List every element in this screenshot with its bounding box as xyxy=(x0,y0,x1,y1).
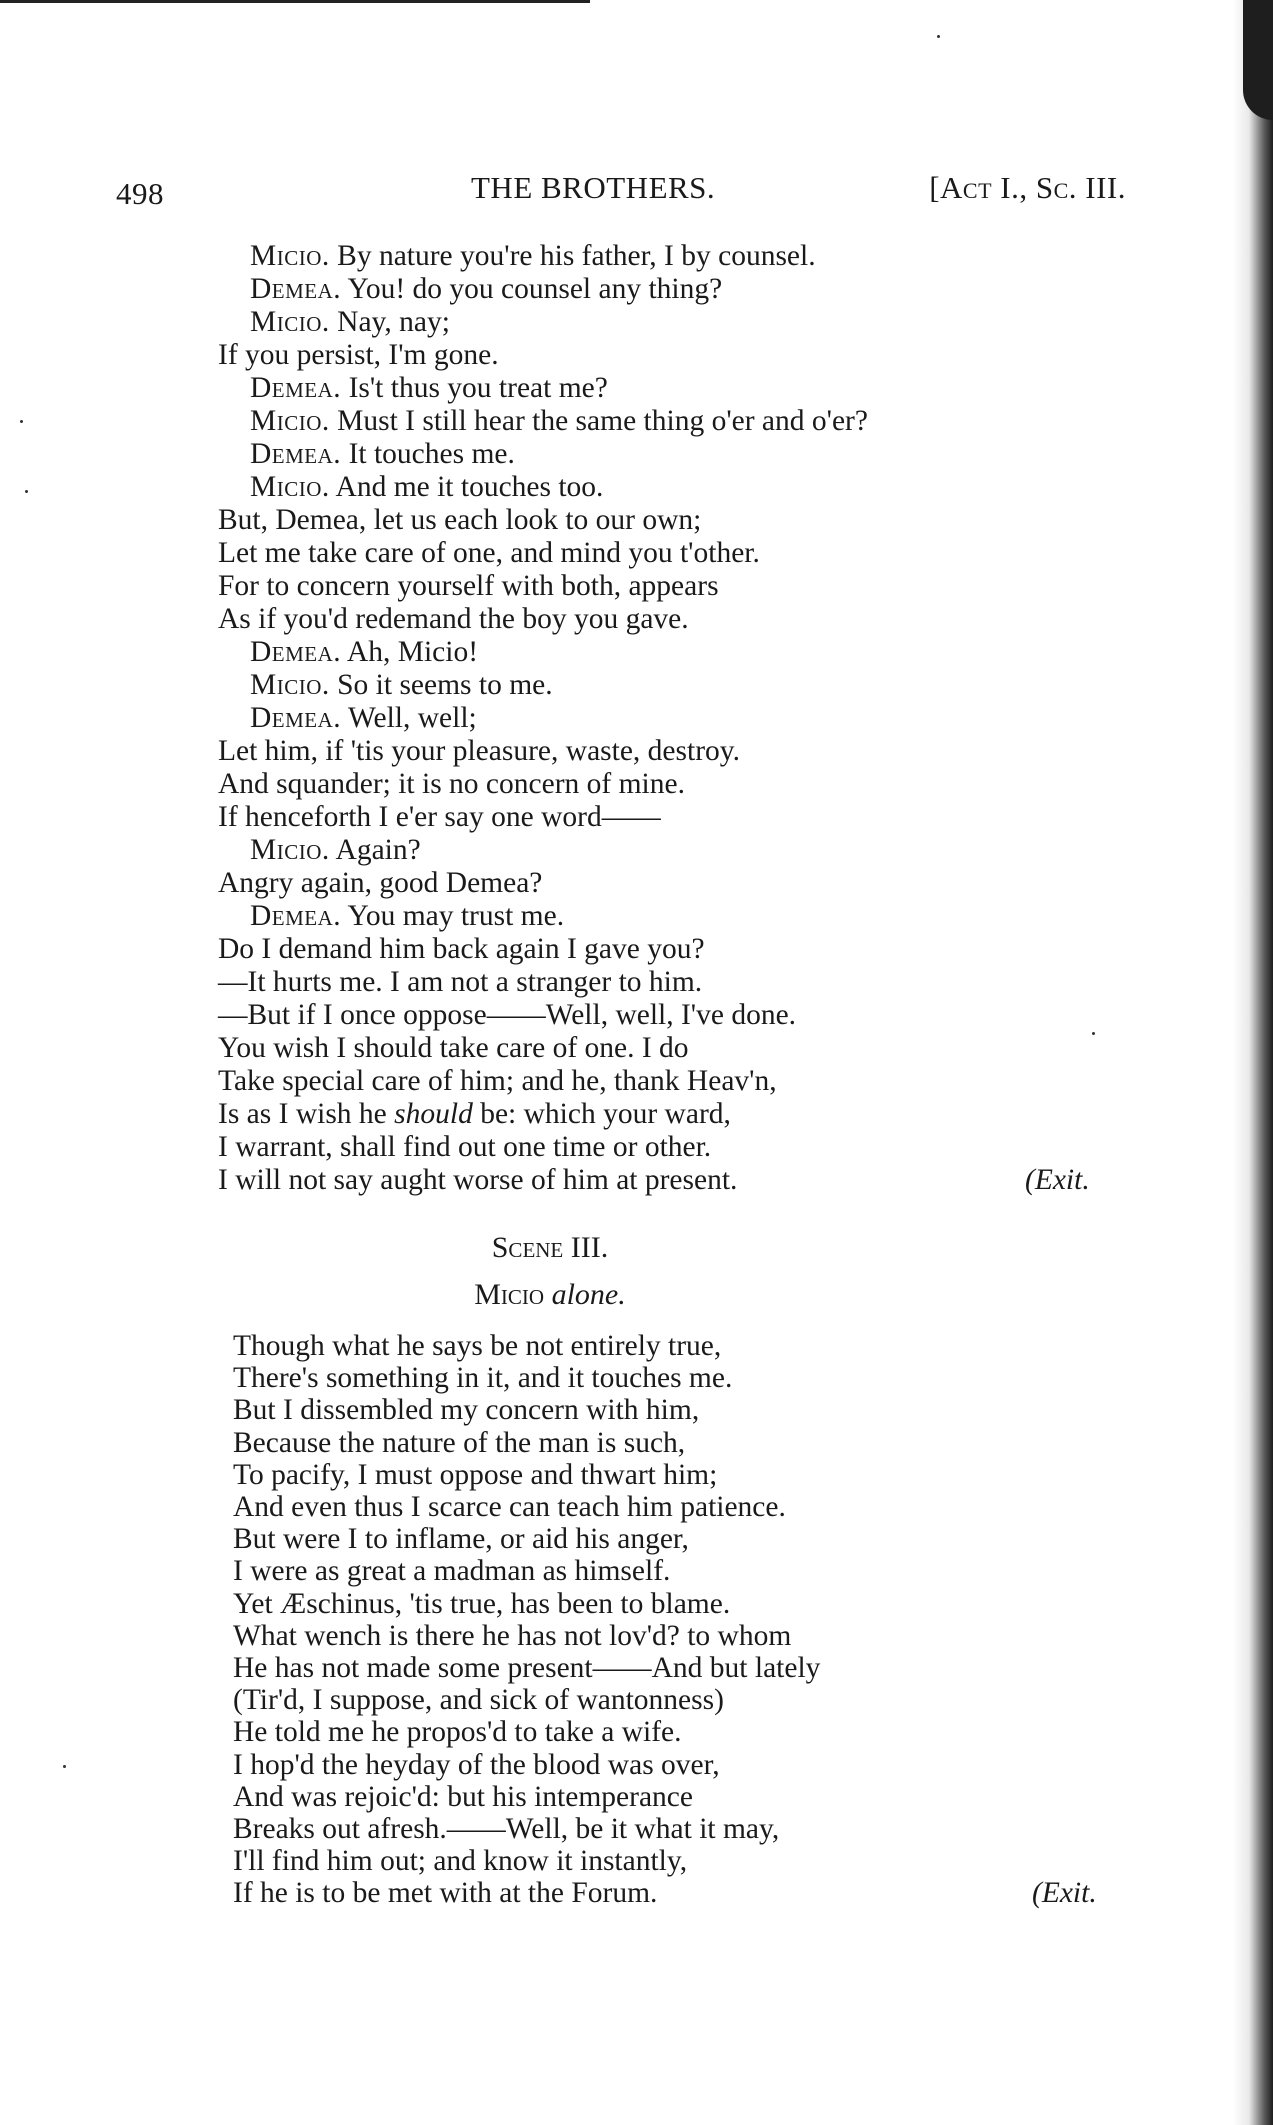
verse-line: I'll find him out; and know it instantly, xyxy=(233,1845,688,1877)
verse-line xyxy=(218,770,685,800)
verse-line xyxy=(218,1133,711,1163)
verse-line: What wench is there he has not lov'd? to whom xyxy=(233,1620,792,1652)
line-text: —It hurts me. I am not a stranger to him. xyxy=(218,966,703,998)
speaker-name: Demea. xyxy=(250,702,342,734)
print-speck xyxy=(63,1765,66,1768)
verse-line xyxy=(218,1034,689,1064)
verse-line: And was rejoic'd: but his intemperance xyxy=(233,1781,693,1813)
line-text-continued: be: which your ward, xyxy=(472,1098,731,1130)
emphasized-word: should xyxy=(394,1098,473,1130)
verse-line xyxy=(250,638,478,668)
verse-line xyxy=(250,275,722,305)
verse-line xyxy=(218,803,661,833)
verse-line: I were as great a madman as himself. xyxy=(233,1555,671,1587)
verse-line xyxy=(250,374,608,404)
exit-stage-direction-final: (Exit. xyxy=(1032,1877,1097,1909)
verse-line xyxy=(218,1166,737,1196)
line-text: Nay, nay; xyxy=(329,306,450,338)
verse-line: He told me he propos'd to take a wife. xyxy=(233,1716,682,1748)
print-speck xyxy=(25,490,28,493)
page-number: 498 xyxy=(116,176,164,211)
verse-line xyxy=(218,737,740,767)
line-text: If you persist, I'm gone. xyxy=(218,339,499,371)
speaker-name: Demea. xyxy=(250,900,342,932)
verse-line xyxy=(250,671,553,701)
line-text: By nature you're his father, I by counsel. xyxy=(329,240,816,272)
verse-line xyxy=(250,836,421,866)
line-text: Angry again, good Demea? xyxy=(218,867,543,899)
scene-subheading-direction: alone. xyxy=(544,1278,626,1311)
verse-line xyxy=(218,869,542,899)
page-corner-shadow xyxy=(1243,0,1273,120)
verse-line: He has not made some present——And but lately xyxy=(233,1652,821,1684)
line-text: You! do you counsel any thing? xyxy=(341,273,723,305)
verse-line xyxy=(218,605,689,635)
line-text: Is as I wish he xyxy=(218,1098,395,1130)
verse-line: But I dissembled my concern with him, xyxy=(233,1394,700,1426)
line-text: Again? xyxy=(329,834,421,866)
verse-line xyxy=(218,1001,796,1031)
speaker-name: Micio. xyxy=(250,240,330,272)
verse-line xyxy=(218,572,719,602)
verse-line: I hop'd the heyday of the blood was over, xyxy=(233,1749,720,1781)
line-text: You wish I should take care of one. I do xyxy=(218,1032,689,1064)
line-text: Ah, Micio! xyxy=(341,636,479,668)
line-text: Well, well; xyxy=(341,702,477,734)
verse-line xyxy=(250,902,564,932)
speaker-name: Micio. xyxy=(250,834,330,866)
line-text: But, Demea, let us each look to our own; xyxy=(218,504,702,536)
top-rule xyxy=(0,0,590,3)
speaker-name: Micio. xyxy=(250,471,330,503)
verse-line: There's something in it, and it touches me. xyxy=(233,1362,733,1394)
verse-line xyxy=(218,968,702,998)
verse-line xyxy=(218,1067,777,1097)
print-speck xyxy=(937,35,940,38)
line-text: For to concern yourself with both, appears xyxy=(218,570,719,602)
speaker-name: Micio. xyxy=(250,669,330,701)
page-edge-shadow xyxy=(1233,0,1273,2125)
scene-subheading xyxy=(0,1278,1100,1312)
line-text: Let him, if 'tis your pleasure, waste, destroy. xyxy=(218,735,740,767)
line-text: And me it touches too. xyxy=(329,471,604,503)
speaker-name: Demea. xyxy=(250,438,342,470)
line-text: Let me take care of one, and mind you t'other. xyxy=(218,537,760,569)
verse-line: (Tir'd, I suppose, and sick of wantonness) xyxy=(233,1684,724,1716)
speaker-name: Demea. xyxy=(250,273,342,305)
verse-line xyxy=(218,935,705,965)
line-text: I warrant, shall find out one time or other. xyxy=(218,1131,712,1163)
running-title: THE BROTHERS. xyxy=(471,170,716,205)
line-text: So it seems to me. xyxy=(329,669,553,701)
line-text: Must I still hear the same thing o'er and o'er? xyxy=(329,405,868,437)
line-text: If henceforth I e'er say one word—— xyxy=(218,801,661,833)
verse-line xyxy=(250,407,868,437)
verse-line: To pacify, I must oppose and thwart him; xyxy=(233,1459,718,1491)
speaker-name: Micio. xyxy=(250,306,330,338)
line-text: Take special care of him; and he, thank Heav'n, xyxy=(218,1065,777,1097)
verse-line: Breaks out afresh.——Well, be it what it may, xyxy=(233,1813,780,1845)
act-scene-reference: [Act I., Sc. III. xyxy=(929,170,1126,205)
line-text: And squander; it is no concern of mine. xyxy=(218,768,685,800)
verse-line: If he is to be met with at the Forum. xyxy=(233,1877,658,1909)
speaker-name: Demea. xyxy=(250,372,342,404)
verse-line: But were I to inflame, or aid his anger, xyxy=(233,1523,689,1555)
exit-stage-direction: (Exit. xyxy=(1025,1164,1090,1196)
scene-subheading-name: Micio xyxy=(474,1278,545,1311)
line-text: I will not say aught worse of him at present. xyxy=(218,1164,738,1196)
verse-line xyxy=(250,440,515,470)
line-text: You may trust me. xyxy=(341,900,565,932)
print-speck xyxy=(1092,1032,1095,1035)
line-text: Do I demand him back again I gave you? xyxy=(218,933,705,965)
verse-line: Yet Æschinus, 'tis true, has been to blame. xyxy=(233,1588,731,1620)
verse-line xyxy=(250,308,450,338)
verse-line: Because the nature of the man is such, xyxy=(233,1427,686,1459)
scene-heading: Scene III. xyxy=(491,1231,609,1264)
verse-line: Though what he says be not entirely true, xyxy=(233,1330,722,1362)
line-text: It touches me. xyxy=(341,438,515,470)
verse-line xyxy=(218,506,701,536)
print-speck xyxy=(20,420,23,423)
line-text: —But if I once oppose——Well, well, I've done. xyxy=(218,999,797,1031)
verse-line: And even thus I scarce can teach him patience. xyxy=(233,1491,786,1523)
verse-line xyxy=(250,242,816,272)
line-text: Is't thus you treat me? xyxy=(341,372,608,404)
verse-line xyxy=(218,341,499,371)
verse-line xyxy=(250,704,477,734)
line-text: As if you'd redemand the boy you gave. xyxy=(218,603,689,635)
speaker-name: Demea. xyxy=(250,636,342,668)
running-header xyxy=(116,170,1126,214)
verse-line xyxy=(218,1100,731,1130)
speaker-name: Micio. xyxy=(250,405,330,437)
verse-line xyxy=(250,473,603,503)
verse-line xyxy=(218,539,760,569)
